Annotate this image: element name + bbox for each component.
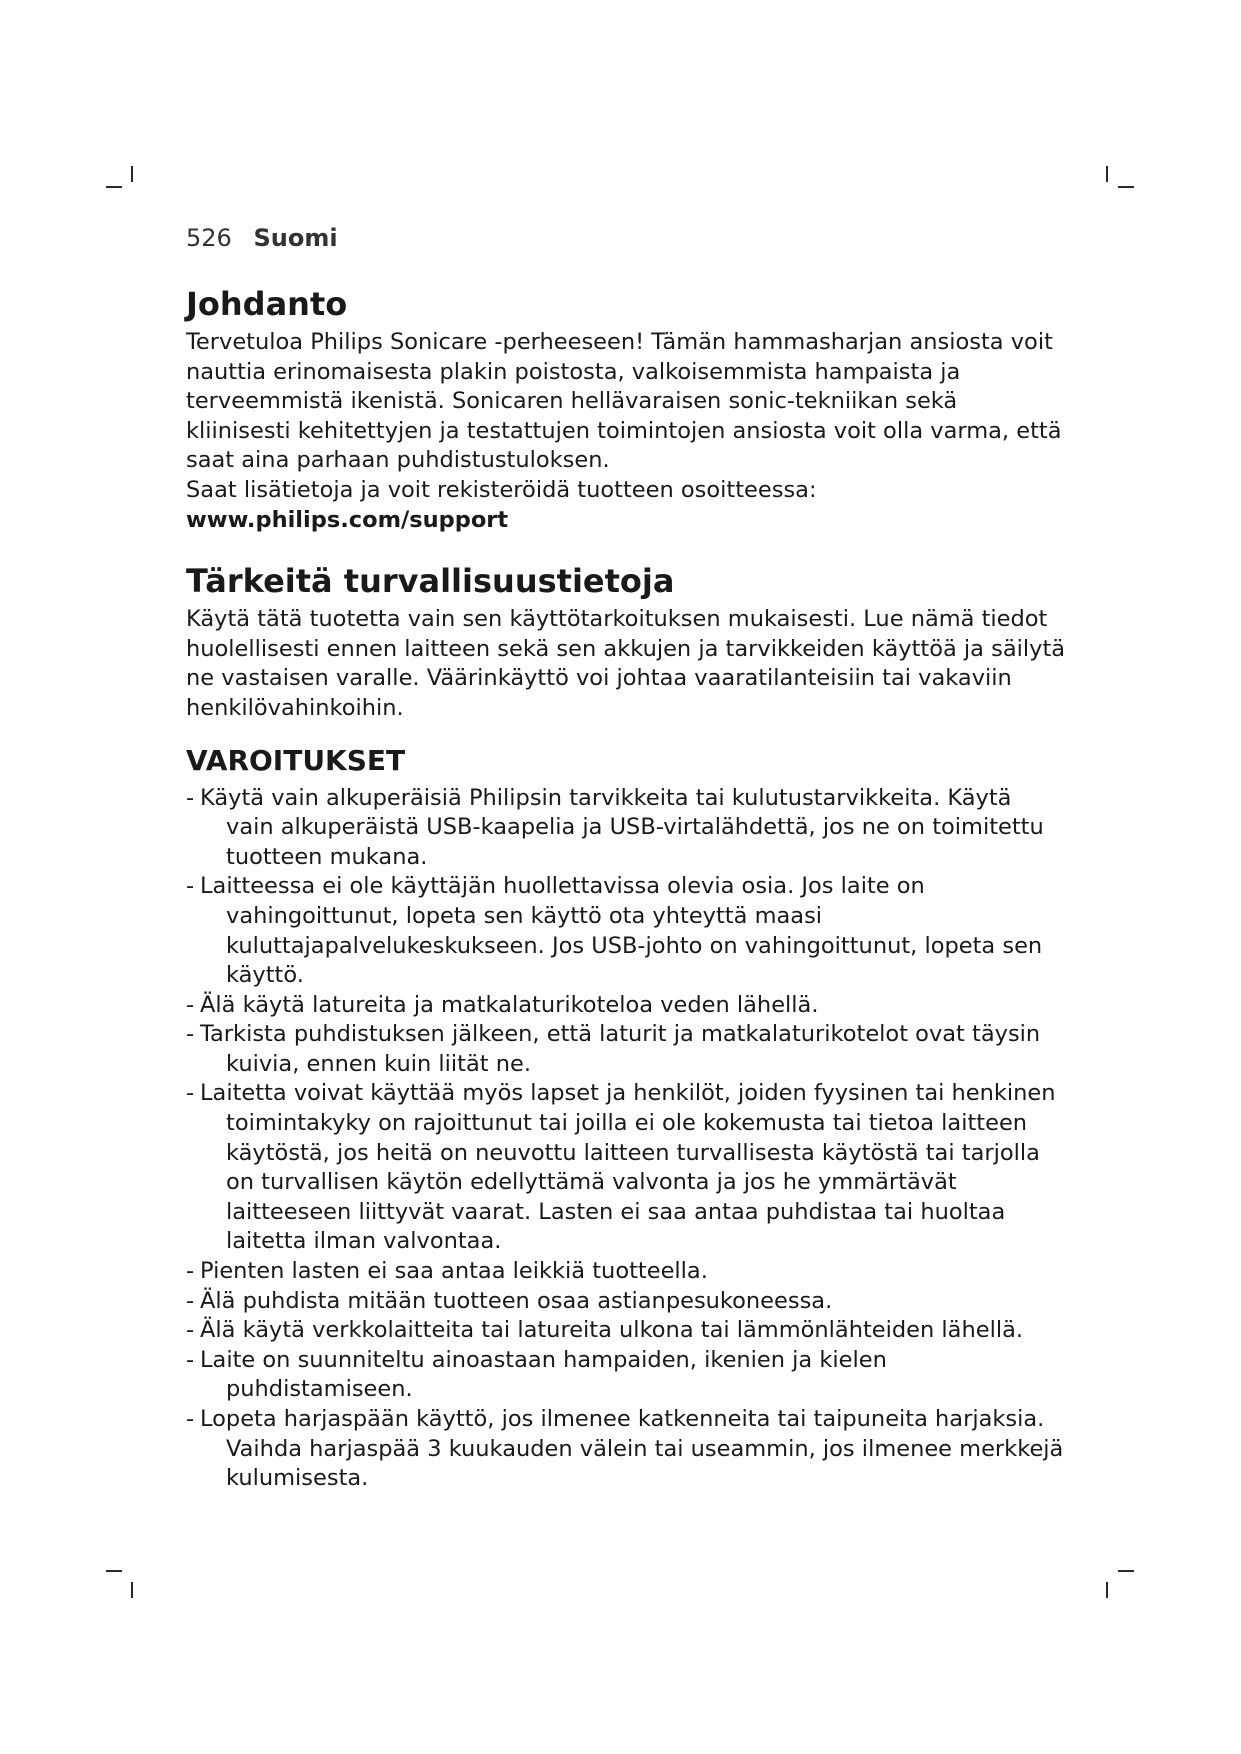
page-header [186, 224, 338, 252]
crop-mark [131, 166, 133, 182]
intro-paragraph: Tervetuloa Philips Sonicare -perheeseen! Tämän hammasharjan ansiosta voit nauttia erinomaisesta plakin poistosta, valkoisemmista hampaista ja terveemmistä ikenistä. Sonicaren hellävaraisen sonic-tekniikan sekä kliinisesti kehitettyjen ja testattujen toimintojen ansiosta voit olla varma, että saat aina parhaan puhdistustuloksen. [186, 329, 1062, 474]
list-item: - Lopeta harjaspään käyttö, jos ilmenee katkenneita tai taipuneita harjaksia. Vaihda harjaspää 3 kuukauden välein tai useammin, jos ilmenee merkkejä kulumisesta. [186, 1406, 1064, 1492]
list-bullet: - [186, 991, 195, 1018]
list-item: - Älä käytä verkkolaitteita tai latureita ulkona tai lämmönlähteiden lähellä. [186, 1316, 1066, 1346]
list-bullet: - [186, 1021, 195, 1048]
safety-heading: Tärkeitä turvallisuustietoja [186, 562, 675, 601]
list-item: - Käytä vain alkuperäisiä Philipsin tarvikkeita tai kulutustarvikkeita. Käytä vain alkuperäistä USB-kaapelia ja USB-virtalähdettä, jos ne on toimitettu tuotteen mukana. [186, 784, 1044, 870]
crop-mark [131, 1582, 133, 1598]
support-link[interactable]: www.philips.com/support [186, 506, 509, 533]
crop-mark [106, 186, 122, 188]
list-item: - Laitetta voivat käyttää myös lapset ja henkilöt, joiden fyysinen tai henkinen toimintakyky on rajoittunut tai joilla ei ole kokemusta tai tietoa laitteen käytöstä, jos heitä on neuvottu laitteen turvallisesta käytöstä tai tarjolla on turvallisen käytön edellyttämä valvonta ja jos he ymmärtävät laitteeseen liittyvät vaarat. Lasten ei saa antaa puhdistaa tai huoltaa laitetta ilman valvontaa. [186, 1080, 1056, 1255]
list-item: - Laitteessa ei ole käyttäjän huollettavissa olevia osia. Jos laite on vahingoittunut, lopeta sen käyttö ota yhteyttä maasi kuluttajapalvelukeskukseen. Jos USB-johto on vahingoittunut, lopeta sen käyttö. [186, 873, 1043, 989]
list-bullet: - [186, 1258, 195, 1285]
crop-mark [1106, 1582, 1108, 1598]
page-content [186, 284, 1066, 1494]
list-bullet: - [186, 873, 195, 900]
warnings-list [186, 784, 1066, 1494]
warnings-section [186, 742, 1066, 1494]
list-item: - Pienten lasten ei saa antaa leikkiä tuotteella. [186, 1257, 1066, 1287]
list-item: - Laite on suunniteltu ainoastaan hampaiden, ikenien ja kielen puhdistamiseen. [186, 1346, 887, 1403]
safety-paragraph: Käytä tätä tuotetta vain sen käyttötarkoituksen mukaisesti. Lue nämä tiedot huolellisesti ennen laitteen sekä sen akkujen ja tarvikkeiden käyttöä ja säilytä ne vastaisen varalle. Väärinkäyttö voi johtaa vaaratilanteisiin tai vakaviin henkilövahinkoihin. [186, 606, 1066, 721]
intro-section [186, 284, 1066, 535]
crop-mark [106, 1570, 122, 1572]
warnings-heading: VAROITUKSET [186, 743, 406, 777]
page-number: 526 [186, 224, 232, 252]
list-bullet: - [186, 1287, 195, 1314]
intro-heading: Johdanto [186, 285, 348, 323]
list-bullet: - [186, 1346, 195, 1373]
list-item: - Älä käytä latureita ja matkalaturikoteloa veden lähellä. [186, 991, 1066, 1021]
intro-register-text: Saat lisätietoja ja voit rekisteröidä tuotteen osoitteessa: [186, 476, 817, 503]
language-label: Suomi [253, 224, 338, 252]
list-bullet: - [186, 784, 195, 811]
crop-mark [1106, 166, 1108, 182]
list-bullet: - [186, 1080, 195, 1107]
list-item: - Tarkista puhdistuksen jälkeen, että laturit ja matkalaturikotelot ovat täysin kuivia, ennen kuin liität ne. [186, 1021, 1041, 1077]
list-item: - Älä puhdista mitään tuotteen osaa astianpesukoneessa. [186, 1287, 1066, 1317]
list-bullet: - [186, 1406, 195, 1432]
crop-mark [1118, 186, 1134, 188]
crop-mark [1118, 1570, 1134, 1572]
safety-section [186, 561, 1066, 723]
list-bullet: - [186, 1317, 195, 1344]
